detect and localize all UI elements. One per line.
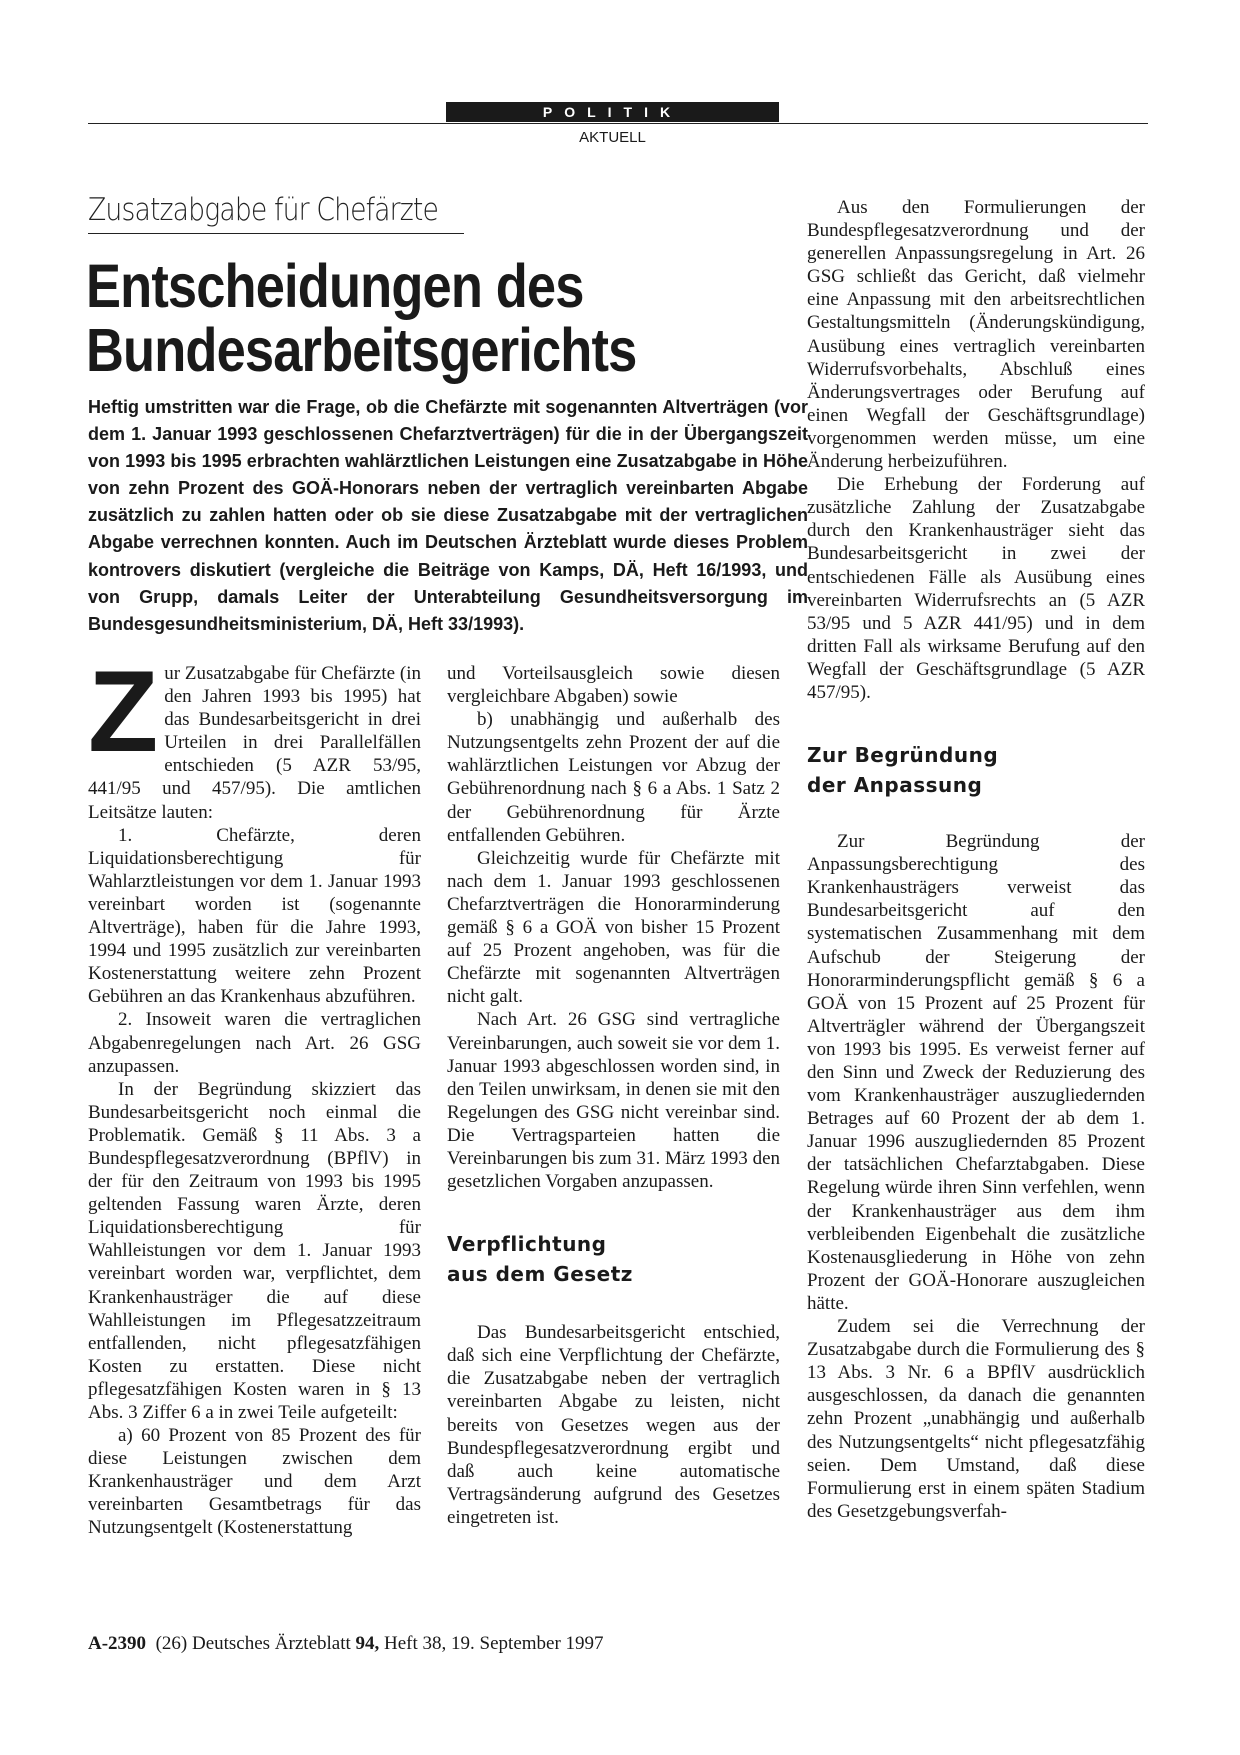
headline-line-1: Entscheidungen des [86,252,584,320]
body-column-1 [88,648,421,1540]
paragraph: Zudem sei die Verrechnung der Zusatzabgabe durch die Formulierung des § 13 Abs. 3 Nr. 6 a BPflV ausdrücklich ausgeschlossen, da danach die genannten zehn Prozent „unabhängig und außerhalb des Nutzungsentgelts“ nicht pflegesatzfähig seien. Dem Umstand, daß diese Formulierung erst in einem späten Stadium des Gesetzgebungsverfah- [807,1316,1145,1522]
page-code: A-2390 [88,1633,147,1654]
headline-line-2: Bundesarbeitsgerichts [86,316,637,384]
subheading-begruendung: Zur Begründung der Anpassung [807,743,999,798]
paragraph: Gleichzeitig wurde für Chefärzte mit nach dem 1. Januar 1993 geschlossenen Chefarztverträgen die Honorarminderung gemäß § 6 a GOÄ von bisher 15 Prozent auf 25 Prozent angehoben, was für die Chefärzte mit sogenannten Altverträgen nicht galt. [447,847,780,1008]
drop-cap: Z [88,648,159,776]
subsection-label: AKTUELL [579,129,646,146]
citation-suffix: Heft 38, 19. September 1997 [384,1633,604,1654]
volume-number: 94, [355,1633,380,1654]
paragraph: Die Erhebung der Forderung auf zusätzliche Zahlung der Zusatzabgabe durch den Krankenhausträger sieht das Bundesarbeitsgericht in zwei der entschiedenen Fälle als Ausübung eines vereinbarten Widerrufsrechts an (5 AZR 53/95 und 5 AZR 441/95) und in dem dritten Fall als wirksame Berufung auf den Wegfall der Geschäftsgrundlage (5 AZR 457/95). [807,474,1145,703]
paragraph [88,648,421,824]
paragraph: Zur Begründung der Anpassungsberechtigung des Krankenhausträgers verweist das Bundesarbeitsgericht auf den systematischen Zusammenhang mit dem Aufschub der Steigerung der Honorarminderungspflicht gemäß § 6 a GOÄ von 15 Prozent auf 25 Prozent für Altverträgler während der Übergangszeit von 1993 bis 1995. Es verweist ferner auf den Sinn und Zweck der Reduzierung des vom Krankenhausträger auszugliedernden Betrages auf 60 Prozent der ab dem 1. Januar 1996 auszugliedernden 85 Prozent der tatsächlichen Chefarztabgaben. Diese Regelung würde ihren Sinn verfehlen, wenn der Krankenhausträger aus dem ihm verbleibenden Eigenbehalt die zusätzliche Kostenausgliederung in Höhe von zehn Prozent der GOÄ-Honorare auszugleichen hätte. [807,831,1145,1314]
paragraph: 2. Insoweit waren die vertraglichen Abgabenregelungen nach Art. 26 GSG anzupassen. [88,1009,421,1077]
paragraph: und Vorteilsausgleich sowie diesen vergleichbare Abgaben) sowie [447,663,780,708]
header-rule [88,123,1148,124]
paragraph: 1. Chefärzte, deren Liquidationsberechtigung für Wahlarztleistungen vor dem 1. Januar 1993 vereinbart worden ist (sogenannte Altverträge), haben für die Jahre 1993, 1994 und 1995 zusätzlich zur vereinbarten Kostenerstattung weitere zehn Prozent Gebühren an das Krankenhaus abzuführen. [88,824,421,1008]
article-lead: Heftig umstritten war die Frage, ob die Chefärzte mit sogenannten Altverträgen (vor dem 1. Januar 1993 geschlossenen Chefarztverträgen) für die in der Übergangszeit von 1993 bis 1995 erbrachten wahlärztlichen Leistungen eine Zusatzabgabe in Höhe von zehn Prozent des GOÄ-Honorars neben der vertraglich vereinbarten Abgabe zusätzlich zu zahlen hatten oder ob sie diese Zusatzabgabe mit der vertraglichen Abgabe verrechnen konnten. Auch im Deutschen Ärzteblatt wurde dieses Problem kontrovers diskutiert (vergleiche die Beiträge von Kamps, DÄ, Heft 16/1993, und von Grupp, damals Leiter der Unterabteilung Gesundheitsversorgung im Bundesgesundheitsministerium, DÄ, Heft 33/1993). [88,397,808,634]
paragraph: Aus den Formulierungen der Bundespflegesatzverordnung und der generellen Anpassungsregelung in Art. 26 GSG schließt das Gericht, daß vielmehr eine Anpassung mit den arbeitsrechtlichen Gestaltungsmitteln (Änderungskündigung, Ausübung eines vertraglich vereinbarten Widerrufsvorbehalts, Abschluß eines Änderungsvertrages oder Berufung auf einen Wegfall der Geschäftsgrundlage) vorgenommen werden müsse, um eine Änderung herbeizuführen. [807,197,1145,473]
page-footer [88,1633,604,1655]
section-label: POLITIK [446,102,779,122]
paragraph: Nach Art. 26 GSG sind vertragliche Vereinbarungen, auch soweit sie vor dem 1. Januar 1993 abgeschlossen worden sind, in den Teilen unwirksam, in denen sie mit den Regelungen des GSG nicht vereinbar sind. Die Vertragsparteien hatten die Vereinbarungen bis zum 31. März 1993 den gesetzlichen Vorgaben anzupassen. [447,1009,780,1193]
citation-prefix: (26) Deutsches Ärzteblatt [155,1633,351,1654]
subheading-verpflichtung: Verpflichtung aus dem Gesetz [447,1232,633,1287]
article-kicker: Zusatzabgabe für Chefärzte [88,192,439,228]
paragraph: In der Begründung skizziert das Bundesarbeitsgericht noch einmal die Problematik. Gemäß § 11 Abs. 3 a Bundespflegesatzverordnung (BPflV) in der für den Zeitraum von 1993 bis 1995 geltenden Fassung waren Ärzte, deren Liquidationsberechtigung für Wahlleistungen vor dem 1. Januar 1993 vereinbart worden war, verpflichtet, dem Krankenhausträger die auf diese Wahlleistungen im Pflegesatzzeitraum entfallenden, nicht pflegesatzfähigen Kosten zu erstatten. Diese nicht pflegesatzfähigen Kosten waren in § 13 Abs. 3 Ziffer 6 a in zwei Teile aufgeteilt: [88,1078,421,1423]
body-column-3 [807,196,1145,1523]
kicker-rule [88,233,464,234]
body-column-2 [447,662,780,1529]
paragraph-text: ur Zusatzabgabe für Chefärzte (in den Jahren 1993 bis 1995) hat das Bundesarbeitsgericht in drei Urteilen in drei Parallelfällen entschieden (5 AZR 53/95, 441/95 und 457/95). Die amtlichen Leitsätze lauten: [88,663,421,823]
paragraph: b) unabhängig und außerhalb des Nutzungsentgelts zehn Prozent der auf die wahlärztlichen Leistungen vor Abzug der Gebührenordnung nach § 6 a Abs. 1 Satz 2 der Gebührenordnung für Ärzte entfallenden Gebühren. [447,709,780,846]
paragraph: Das Bundesarbeitsgericht entschied, daß sich eine Verpflichtung der Chefärzte, die Zusatzabgabe neben der vertraglich vereinbarten Abgabe zu leisten, nicht bereits von Gesetzes wegen aus der Bundespflegesatzverordnung ergibt und daß auch keine automatische Vertragsänderung aufgrund des Gesetzes eingetreten ist. [447,1322,780,1528]
paragraph: a) 60 Prozent von 85 Prozent des für diese Leistungen zwischen dem Krankenhausträger und dem Arzt vereinbarten Gesamtbetrags für das Nutzungsentgelt (Kostenerstattung [88,1425,421,1539]
article-headline [86,254,722,382]
